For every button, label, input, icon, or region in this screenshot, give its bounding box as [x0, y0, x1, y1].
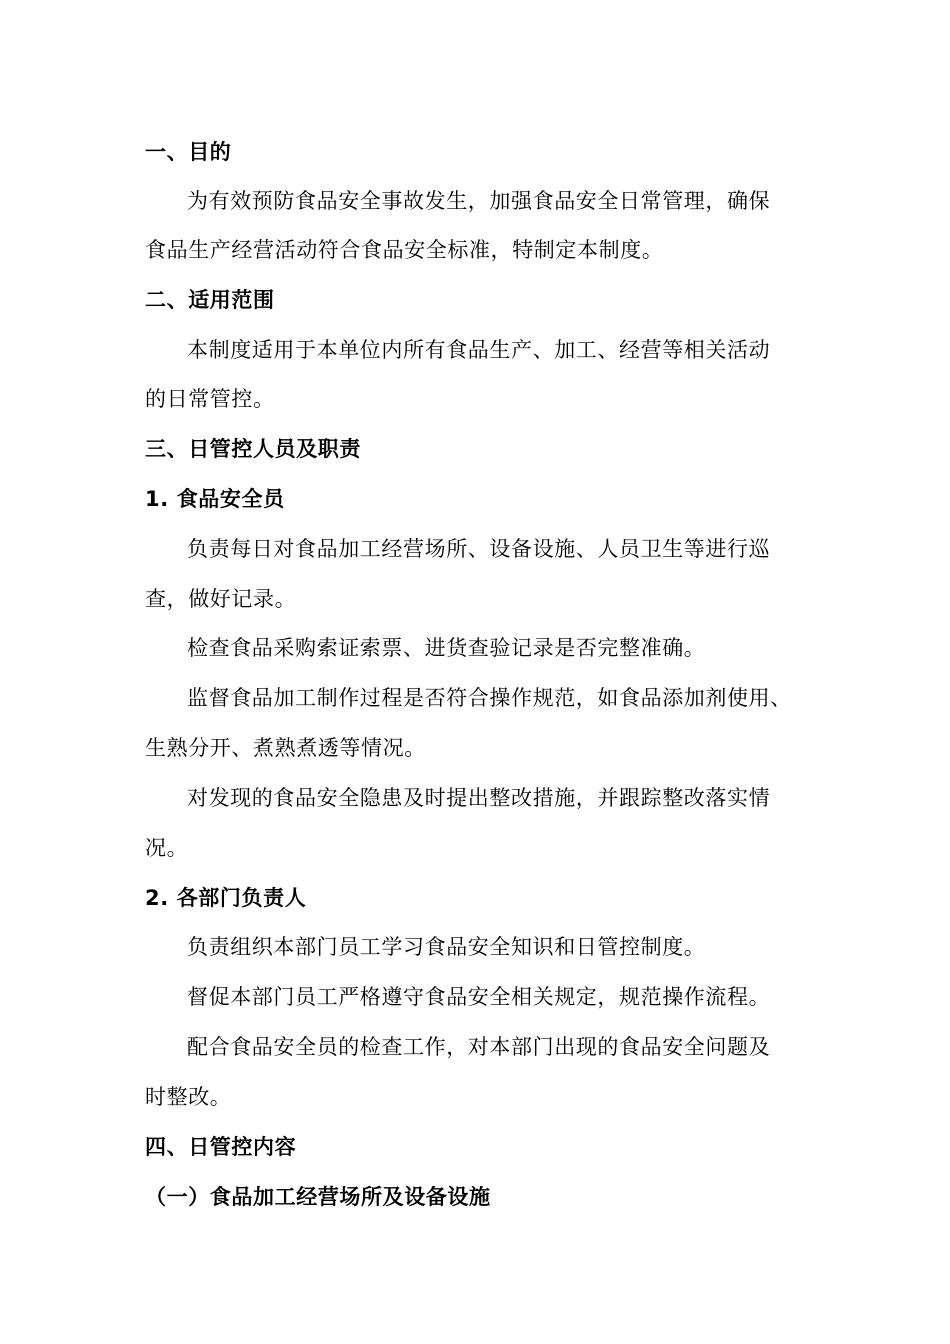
- subsection-heading-safety-officer: 1. 食品安全员: [145, 487, 285, 511]
- paragraph-line: 本制度适用于本单位内所有食品生产、加工、经营等相关活动: [187, 338, 771, 362]
- section-heading-daily-control: 四、日管控内容: [145, 1135, 297, 1159]
- paragraph-line: 负责组织本部门员工学习食品安全知识和日管控制度。: [187, 935, 706, 959]
- paragraph-line: 生熟分开、煮熟煮透等情况。: [145, 736, 426, 760]
- paragraph-line: 配合食品安全员的检查工作，对本部门出现的食品安全问题及: [187, 1035, 771, 1059]
- section-heading-staff-duties: 三、日管控人员及职责: [145, 437, 361, 461]
- paragraph-line: 检查食品采购索证索票、进货查验记录是否完整准确。: [187, 636, 706, 660]
- paragraph-line: 监督食品加工制作过程是否符合操作规范，如食品添加剂使用、: [187, 686, 792, 710]
- paragraph-line: 时整改。: [145, 1085, 232, 1109]
- subsection-heading-department-heads: 2. 各部门负责人: [145, 886, 307, 910]
- paragraph-line: 食品生产经营活动符合食品安全标准，特制定本制度。: [145, 238, 664, 262]
- paragraph-line: 负责每日对食品加工经营场所、设备设施、人员卫生等进行巡: [187, 537, 771, 561]
- section-heading-purpose: 一、目的: [145, 140, 232, 164]
- paragraph-line: 对发现的食品安全隐患及时提出整改措施，并跟踪整改落实情: [187, 786, 771, 810]
- paragraph-line: 督促本部门员工严格遵守食品安全相关规定，规范操作流程。: [187, 985, 771, 1009]
- subsection-heading-premises-equipment: （一）食品加工经营场所及设备设施: [145, 1185, 491, 1209]
- paragraph-line: 为有效预防食品安全事故发生，加强食品安全日常管理，确保: [187, 189, 771, 213]
- paragraph-line: 的日常管控。: [145, 387, 275, 411]
- paragraph-line: 查，做好记录。: [145, 587, 297, 611]
- section-heading-scope: 二、适用范围: [145, 288, 275, 312]
- paragraph-line: 况。: [145, 836, 189, 860]
